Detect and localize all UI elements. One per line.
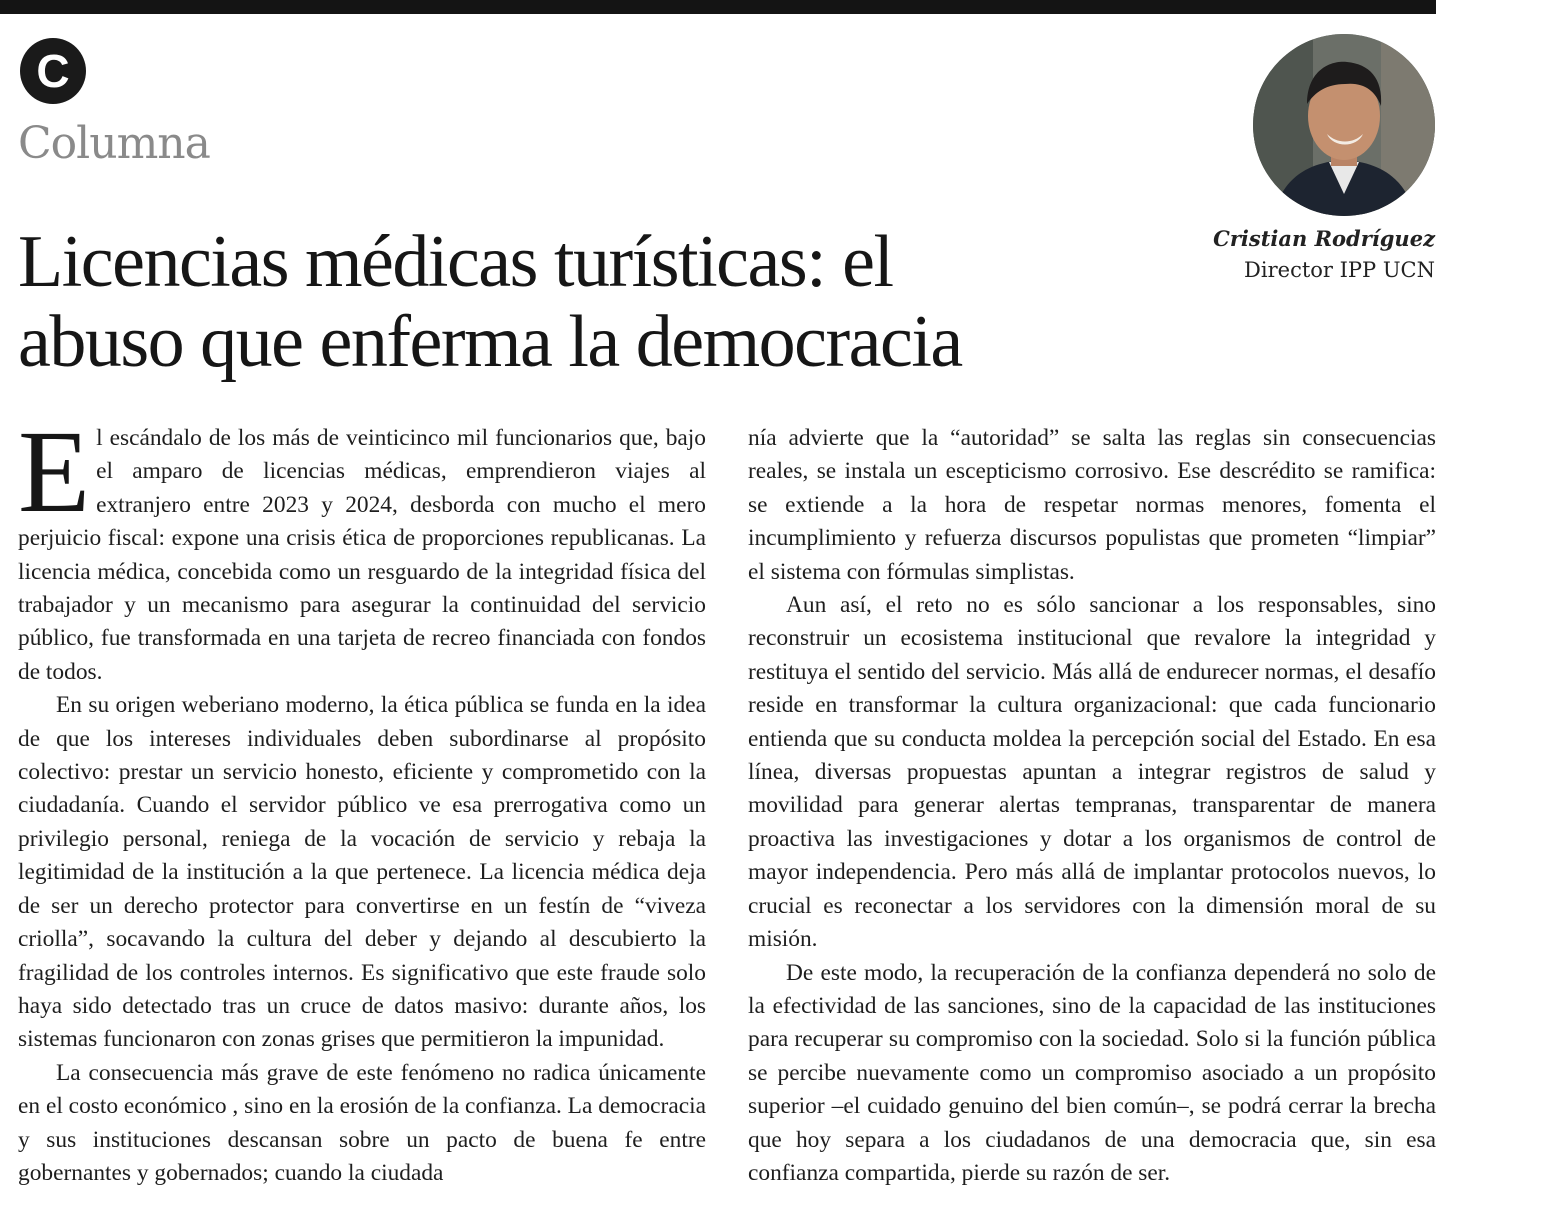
paragraph-3-continued: nía advierte que la “autoridad” se salta las reglas sin consecuencias reales, se instala un escepticismo corrosivo. Ese descrédito se ramifica: se extiende a la hora de respetar normas menores, fomenta el incumplimiento y refuerza discursos populistas que prometen “limpiar” el sistema con fórmulas simplistas. [748,425,1436,585]
paragraph-4: Aun así, el reto no es sólo sancionar a los responsables, sino reconstruir un ecosistema institucional que revalore la integridad y restituya el sentido del servicio. Más allá de endurecer normas, el desafío reside en transformar la cultura organizacional: que cada funcionario entienda que su conducta moldea la percepción social del Estado. En esa línea, diversas propuestas apuntan a integrar registros de salud y movilidad para generar alertas tempranas, transparentar de manera proactiva las investigaciones y dotar a los organismos de control de mayor independencia. Pero más allá de implantar protocolos nuevos, lo crucial es reconectar a los servidores con la dimensión moral de su misión. [748,592,1436,953]
paragraph-1 [18,406,706,689]
column-badge: C [20,38,86,104]
drop-cap: E [18,406,91,537]
author-photo-illustration [1253,34,1435,216]
paragraph-5: De este modo, la recuperación de la confianza dependerá no solo de la efectividad de las sanciones, sino de la capacidad de las instituciones para recuperar su compromiso con la sociedad. Solo si la función pública se percibe nuevamente como un compromiso asociado a un propósito superior –el cuidado genuino del bien común–, se podrá cerrar la brecha que hoy separa a los ciudadanos de una democracia que, sin esa confianza compartida, pierde su razón de ser. [748,959,1436,1186]
author-name: Cristian Rodríguez [1213,226,1435,251]
paragraph-2: En su origen weberiano moderno, la ética pública se funda en la idea de que los intereses individuales deben subordinarse al propósito colectivo: prestar un servicio honesto, eficiente y comprometido con la ciudadanía. Cuando el servidor público ve esa prerrogativa como un privilegio personal, reniega de la vocación de servicio y rebaja la legitimidad de la institución a la que pertenece. La licencia médica deja de ser un derecho protector para convertirse en un festín de “viveza criolla”, socavando la cultura del deber y dejando al descubierto la fragilidad de los controles internos. Es significativo que este fraude solo haya sido detectado tras un cruce de datos masivo: durante años, los sistemas funcionaron con zonas grises que permitieron la impunidad. [18,692,706,1053]
headline-line-1: Licencias médicas turísticas: el [18,221,893,303]
section-label: Columna [18,118,210,169]
headline-line-2: abuso que enferma la democracia [18,301,962,383]
article-column-left [18,406,706,1190]
headline [18,222,1158,382]
top-rule [0,0,1436,14]
paragraph-3: La consecuencia más grave de este fenómeno no radica únicamente en el costo económico , sino en la erosión de la confianza. La democracia y sus instituciones descansan sobre un pacto de buena fe entre gobernantes y gobernados; cuando la ciudada [18,1059,706,1186]
author-photo [1253,34,1435,216]
paragraph-1-text: l escándalo de los más de veinticinco mil funcionarios que, bajo el amparo de licencias médicas, emprendieron viajes al extranjero entre 2023 y 2024, desborda con mucho el mero perjuicio fiscal: expone una crisis ética de proporciones republicanas. La licencia médica, concebida como un resguardo de la integridad física del trabajador y un mecanismo para asegurar la continuidad del servicio público, fue transformada en una tarjeta de recreo financiada con fondos de todos. [18,425,706,685]
author-role: Director IPP UCN [1244,258,1435,282]
article-column-right [748,422,1436,1190]
